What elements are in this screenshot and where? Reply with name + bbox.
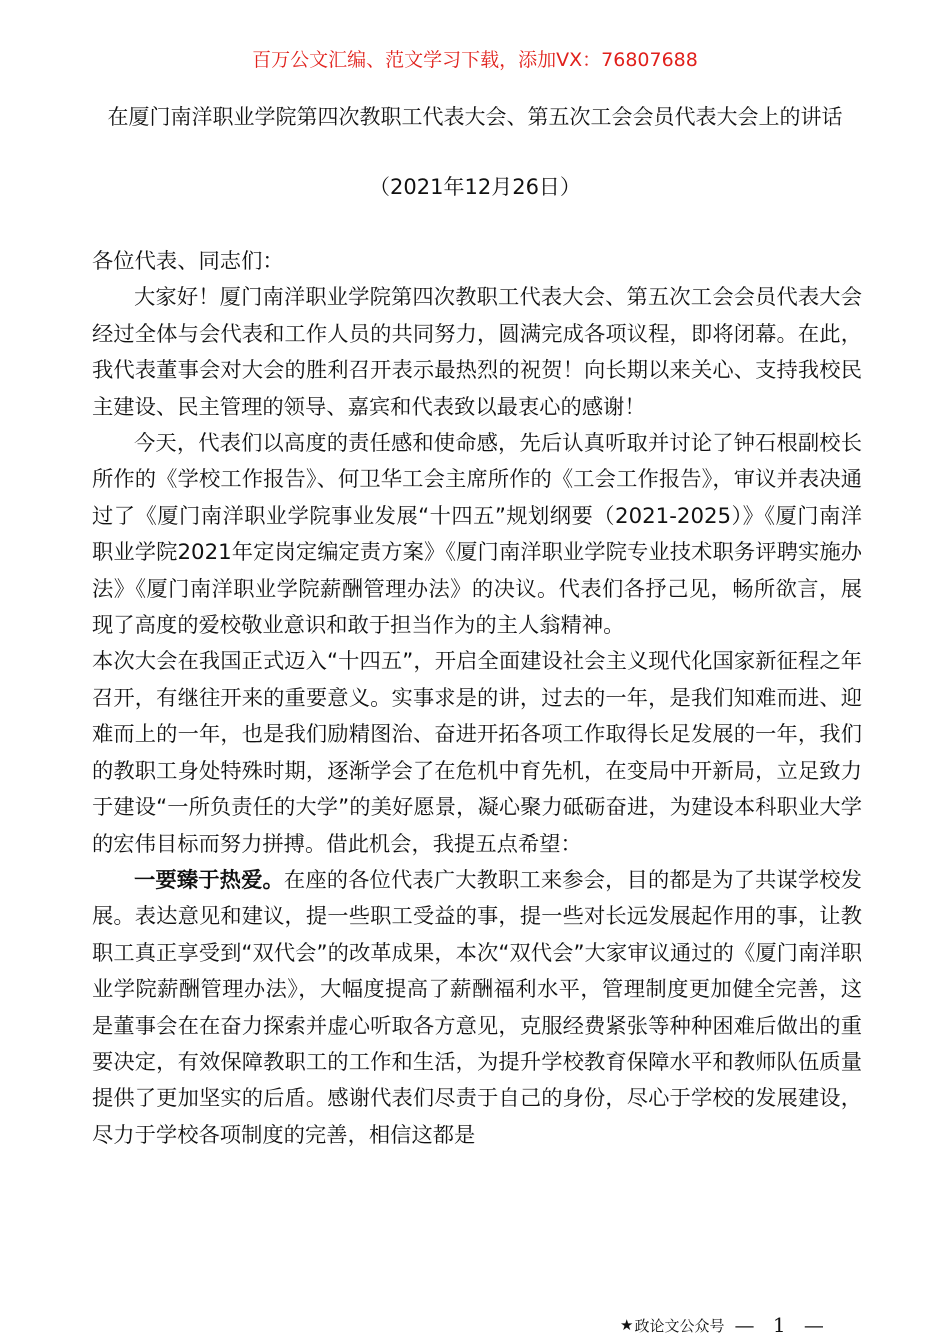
- paragraph-point-one: [92, 863, 862, 1154]
- document-date: （2021年12月26日）: [369, 175, 581, 199]
- point-one-heading: 一要臻于热爱。: [134, 867, 284, 893]
- document-body: [92, 244, 862, 1154]
- point-one-text: 在座的各位代表广大教职工来参会，目的都是为了共谋学校发展。表达意见和建议，提一些职工受益的事，提一些对长远发展起作用的事，让教职工真正享受到“双代会”的改革成果，本次“双代会”大家审议通过的《厦门南洋职业学院薪酬管理办法》，大幅度提高了薪酬福利水平，管理制度更加健全完善，这是董事会在在奋力探索并虚心听取各方意见，克服经费紧张等种种困难后做出的重要决定，有效保障教职工的工作和生活，为提升学校教育保障水平和教师队伍质量提供了更加坚实的后盾。感谢代表们尽责于自己的身份，尽心于学校的发展建设，尽力于学校各项制度的完善，相信这都是: [92, 867, 862, 1148]
- paragraph-review: 今天，代表们以高度的责任感和使命感，先后认真听取并讨论了钟石根副校长所作的《学校工作报告》、何卫华工会主席所作的《工会工作报告》，审议并表决通过了《厦门南洋职业学院事业发展“十四五”规划纲要（2021-2025）》《厦门南洋职业学院2021年定岗定编定责方案》《厦门南洋职业学院专业技术职务评聘实施办法》《厦门南洋职业学院薪酬管理办法》的决议。代表们各抒己见，畅所欲言，展现了高度的爱校敬业意识和敢于担当作为的主人翁精神。: [92, 431, 862, 639]
- watermark-header: 百万公文汇编、范文学习下载，添加VX：76807688: [252, 49, 698, 71]
- salutation: 各位代表、同志们：: [92, 249, 284, 274]
- paragraph-significance: 本次大会在我国正式迈入“十四五”，开启全面建设社会主义现代化国家新征程之年召开，有继往开来的重要意义。实事求是的讲，过去的一年，是我们知难而进、迎难而上的一年，也是我们励精图治、奋进开拓各项工作取得长足发展的一年，我们的教职工身处特殊时期，逐渐学会了在危机中育先机，在变局中开新局，立足致力于建设“一所负责任的大学”的美好愿景，凝心聚力砥砺奋进，为建设本科职业大学的宏伟目标而努力拼搏。借此机会，我提五点希望：: [92, 649, 862, 857]
- page-number: — 1 —: [734, 1313, 830, 1337]
- footer-source: 政论文公众号: [634, 1316, 725, 1335]
- paragraph-greeting: 大家好！厦门南洋职业学院第四次教职工代表大会、第五次工会会员代表大会经过全体与会代表和工作人员的共同努力，圆满完成各项议程，即将闭幕。在此，我代表董事会对大会的胜利召开表示最热烈的祝贺！向长期以来关心、支持我校民主建设、民主管理的领导、嘉宾和代表致以最衷心的感谢！: [92, 285, 862, 420]
- star-icon: ★: [620, 1316, 634, 1334]
- document-title: 在厦门南洋职业学院第四次教职工代表大会、第五次工会会员代表大会上的讲话: [107, 105, 843, 129]
- page-footer: [620, 1310, 900, 1340]
